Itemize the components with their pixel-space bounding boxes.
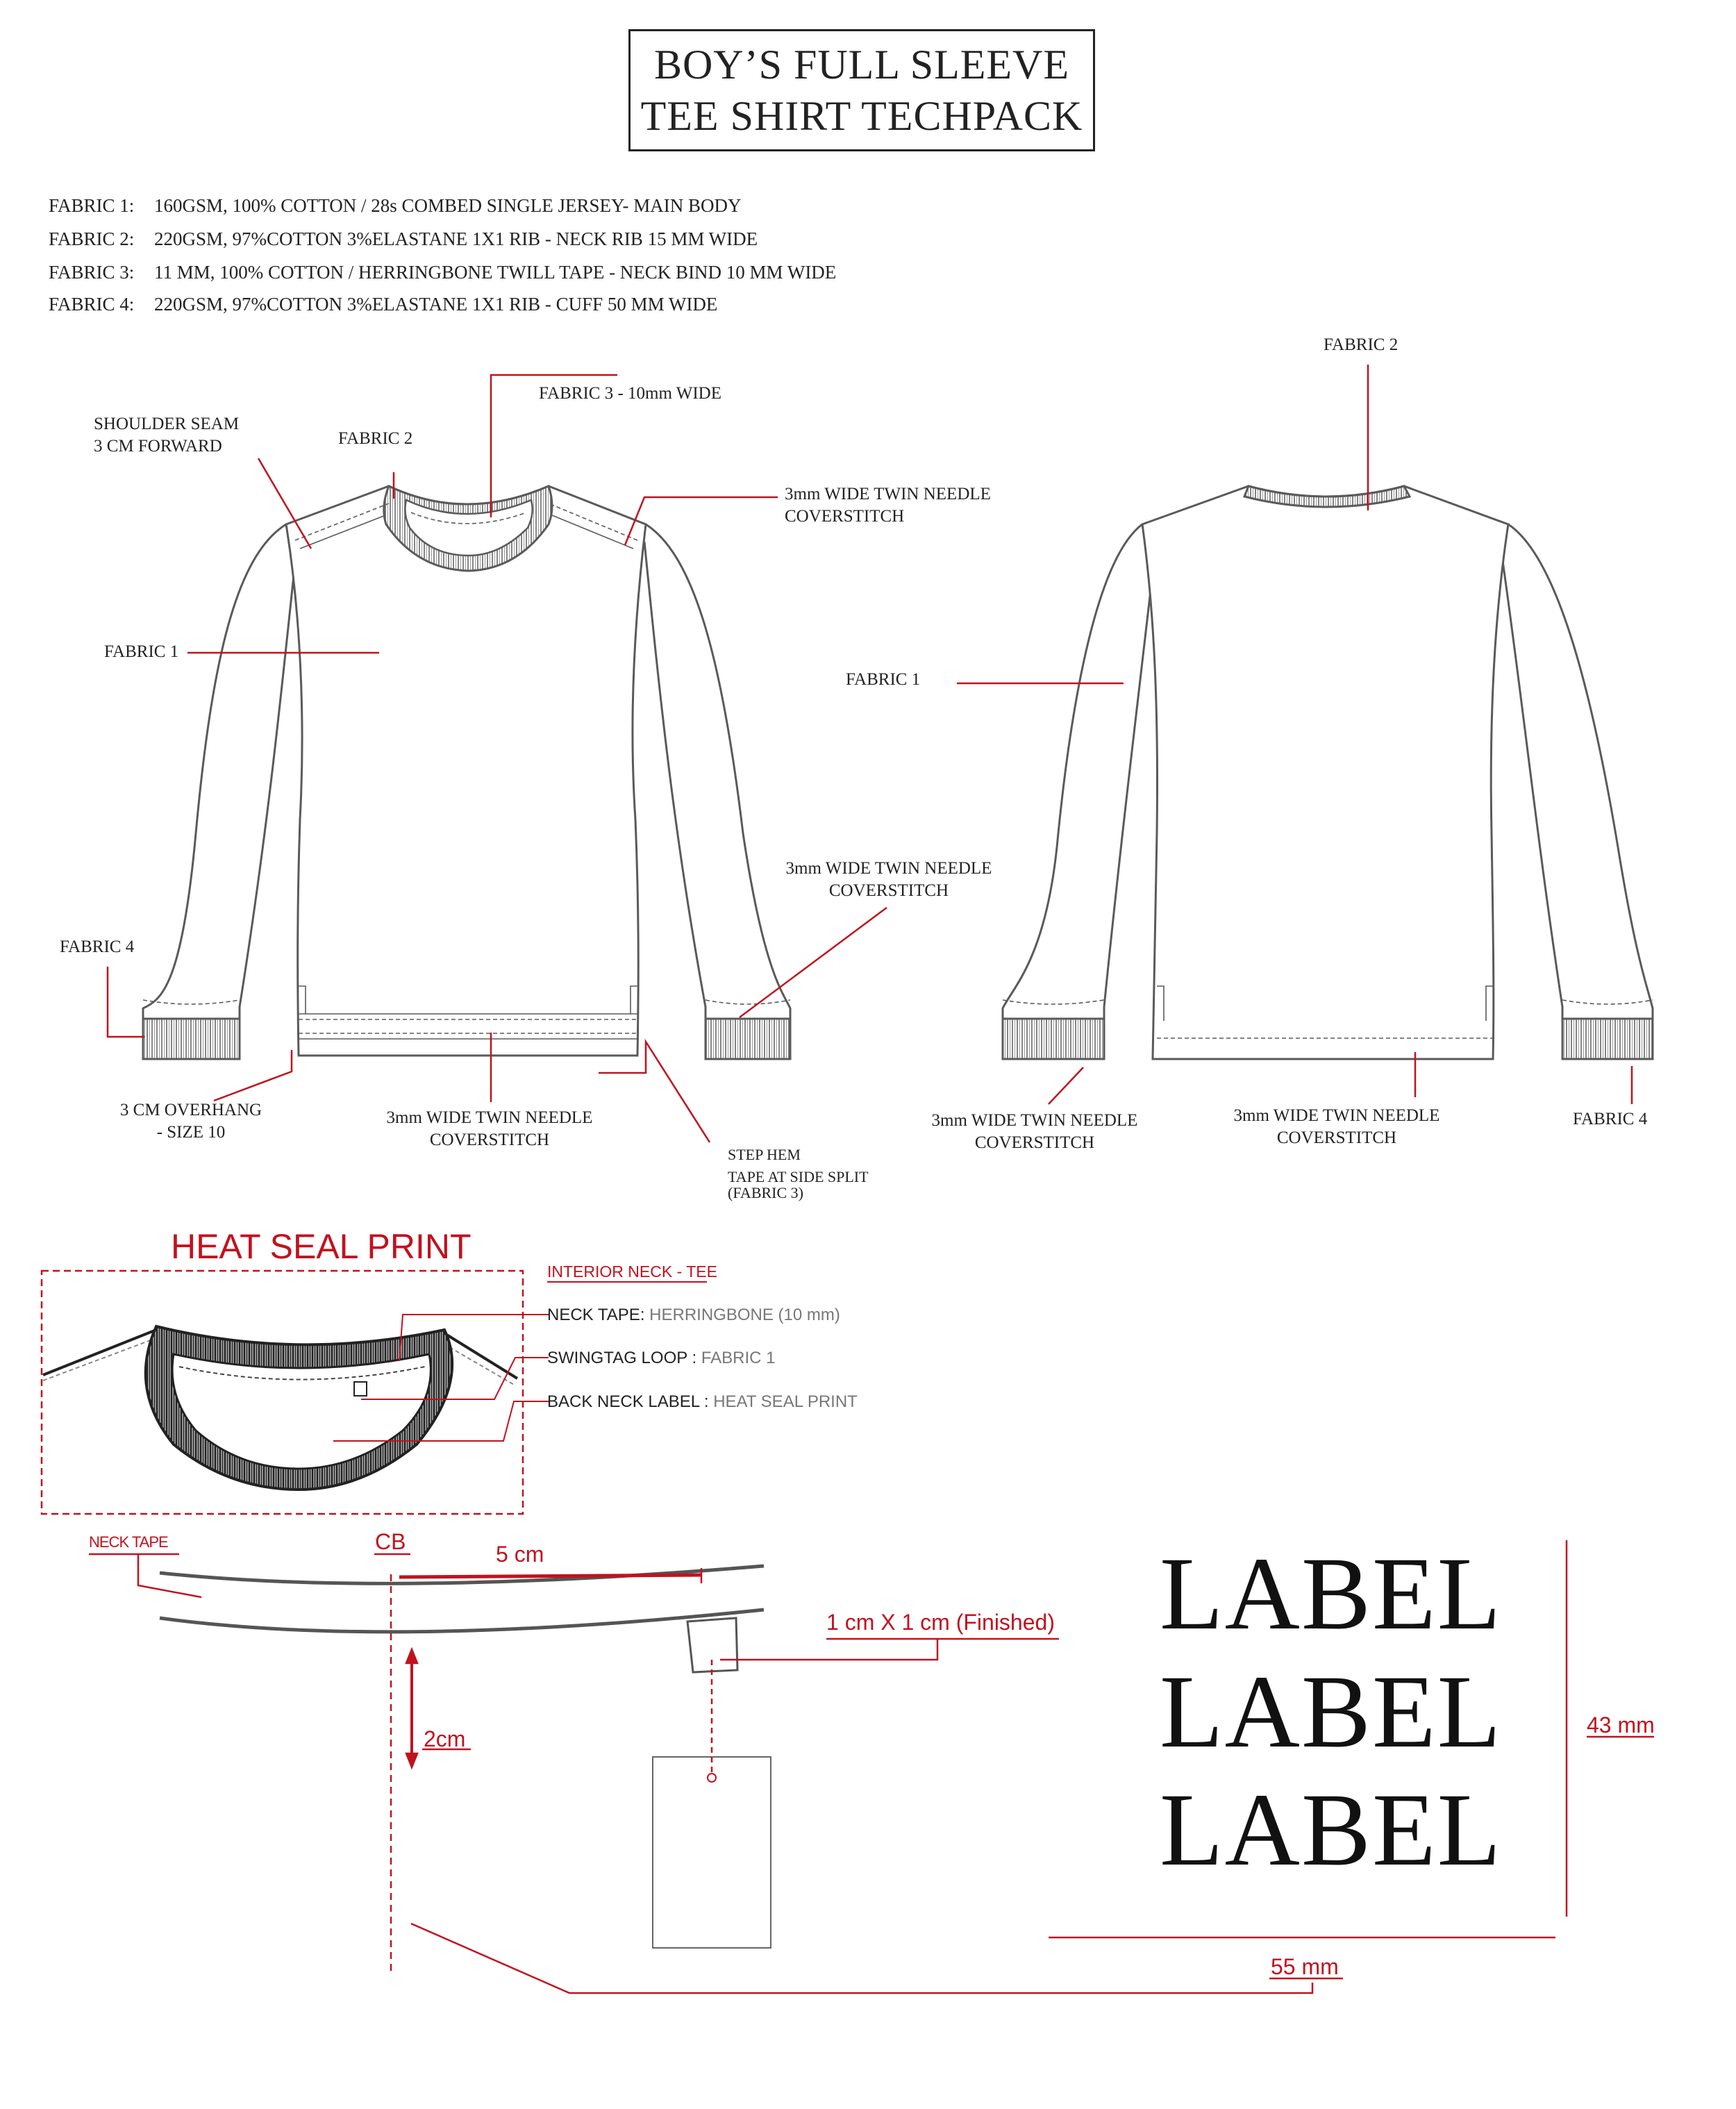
label-line: 3mm WIDE TWIN NEEDLE [386,1108,593,1127]
label-sample-line: LABEL [1160,1772,1503,1887]
loop-size-label: 1 cm X 1 cm (Finished) [826,1610,1055,1635]
front-fabric2-label: FABRIC 2 [338,429,413,448]
heat-seal-item-neck-tape [547,1306,840,1325]
two-cm-label: 2cm [424,1726,466,1751]
front-hem-coverstitch-label [375,1107,604,1151]
label-height-dimension: 43 mm [1587,1712,1655,1737]
label-sample [1160,1535,1502,1889]
front-shoulder-seam-label [94,413,239,458]
front-fabric3-label: FABRIC 3 - 10mm WIDE [539,384,721,403]
label-sample-line: LABEL [1160,1536,1503,1651]
label-sample-line: LABEL [1160,1654,1503,1769]
back-hem-coverstitch-label [1222,1105,1451,1149]
front-fabric1-label: FABRIC 1 [104,642,179,661]
item-value: FABRIC 1 [696,1349,776,1367]
label-line: TAPE AT SIDE SPLIT [728,1168,869,1185]
heat-seal-title: HEAT SEAL PRINT [171,1227,471,1266]
fabric-spec-desc: 220GSM, 97%COTTON 3%ELASTANE 1X1 RIB - NECK RIB 15 MM WIDE [154,228,758,249]
label-line: COVERSTITCH [828,881,949,900]
front-tape-split-label [728,1169,869,1201]
five-cm-label: 5 cm [496,1542,544,1567]
item-key: NECK TAPE: [547,1306,645,1324]
interior-neck-drawing [43,1326,517,1490]
front-left-cuff [143,1019,240,1059]
heat-seal-item-back-label [547,1392,858,1412]
item-key: BACK NECK LABEL : [547,1392,709,1411]
label-line: 3mm WIDE TWIN NEEDLE [785,859,992,878]
label-line: (FABRIC 3) [728,1184,803,1201]
label-line: 3mm WIDE TWIN NEEDLE [785,485,991,503]
back-fabric2-label: FABRIC 2 [1324,335,1399,354]
front-cuff-coverstitch-label [785,858,993,902]
heat-seal-item-swingtag [547,1349,776,1368]
fabric-spec-desc: 160GSM, 100% COTTON / 28s COMBED SINGLE JERSEY- MAIN BODY [154,195,742,216]
label-line: 3 CM FORWARD [94,437,222,456]
back-left-cuff [1003,1019,1104,1059]
front-fabric4-label: FABRIC 4 [60,937,135,956]
label-line: SHOULDER SEAM [94,415,240,433]
label-line: 3mm WIDE TWIN NEEDLE [1233,1106,1440,1125]
label-width-dimension: 55 mm [1271,1954,1339,1979]
front-shoulder-coverstitch-label [764,483,991,528]
label-line: COVERSTITCH [974,1133,1095,1152]
back-right-cuff [1562,1019,1653,1059]
label-line: COVERSTITCH [785,507,905,526]
item-value: HERRINGBONE (10 mm) [644,1306,840,1324]
back-cuff-coverstitch-label [920,1110,1149,1154]
interior-neck-title: INTERIOR NECK - TEE [547,1262,717,1281]
label-line: COVERSTITCH [429,1131,550,1149]
label-line: - SIZE 10 [156,1123,226,1142]
front-shirt [143,486,790,1059]
title-line-1: BOY’S FULL SLEEVE [653,42,1070,87]
fabric-spec-key: FABRIC 1: [49,195,135,216]
cb-label: CB [375,1529,406,1554]
back-fabric4-label: FABRIC 4 [1573,1110,1648,1128]
item-value: HEAT SEAL PRINT [708,1392,858,1411]
neck-tape-detail [160,1566,771,1948]
front-overhang-label [104,1099,278,1144]
front-right-cuff [706,1019,790,1059]
fabric-spec-desc: 11 MM, 100% COTTON / HERRINGBONE TWILL TAPE - NECK BIND 10 MM WIDE [154,262,837,283]
label-line: 3mm WIDE TWIN NEEDLE [931,1111,1138,1130]
item-key: SWINGTAG LOOP : [547,1349,697,1367]
label-line: 3 CM OVERHANG [119,1101,262,1119]
back-shirt [1003,486,1653,1059]
neck-tape-label: NECK TAPE [89,1533,168,1551]
fabric-spec-desc: 220GSM, 97%COTTON 3%ELASTANE 1X1 RIB - CUFF 50 MM WIDE [154,294,718,315]
label-line: COVERSTITCH [1276,1128,1397,1147]
front-step-hem-label: STEP HEM [728,1146,801,1163]
title-line-2: TEE SHIRT TECHPACK [640,93,1083,139]
back-fabric1-label: FABRIC 1 [846,670,921,689]
fabric-spec-key: FABRIC 4: [49,294,135,315]
fabric-spec-key: FABRIC 3: [49,262,135,283]
fabric-spec-key: FABRIC 2: [49,228,135,249]
